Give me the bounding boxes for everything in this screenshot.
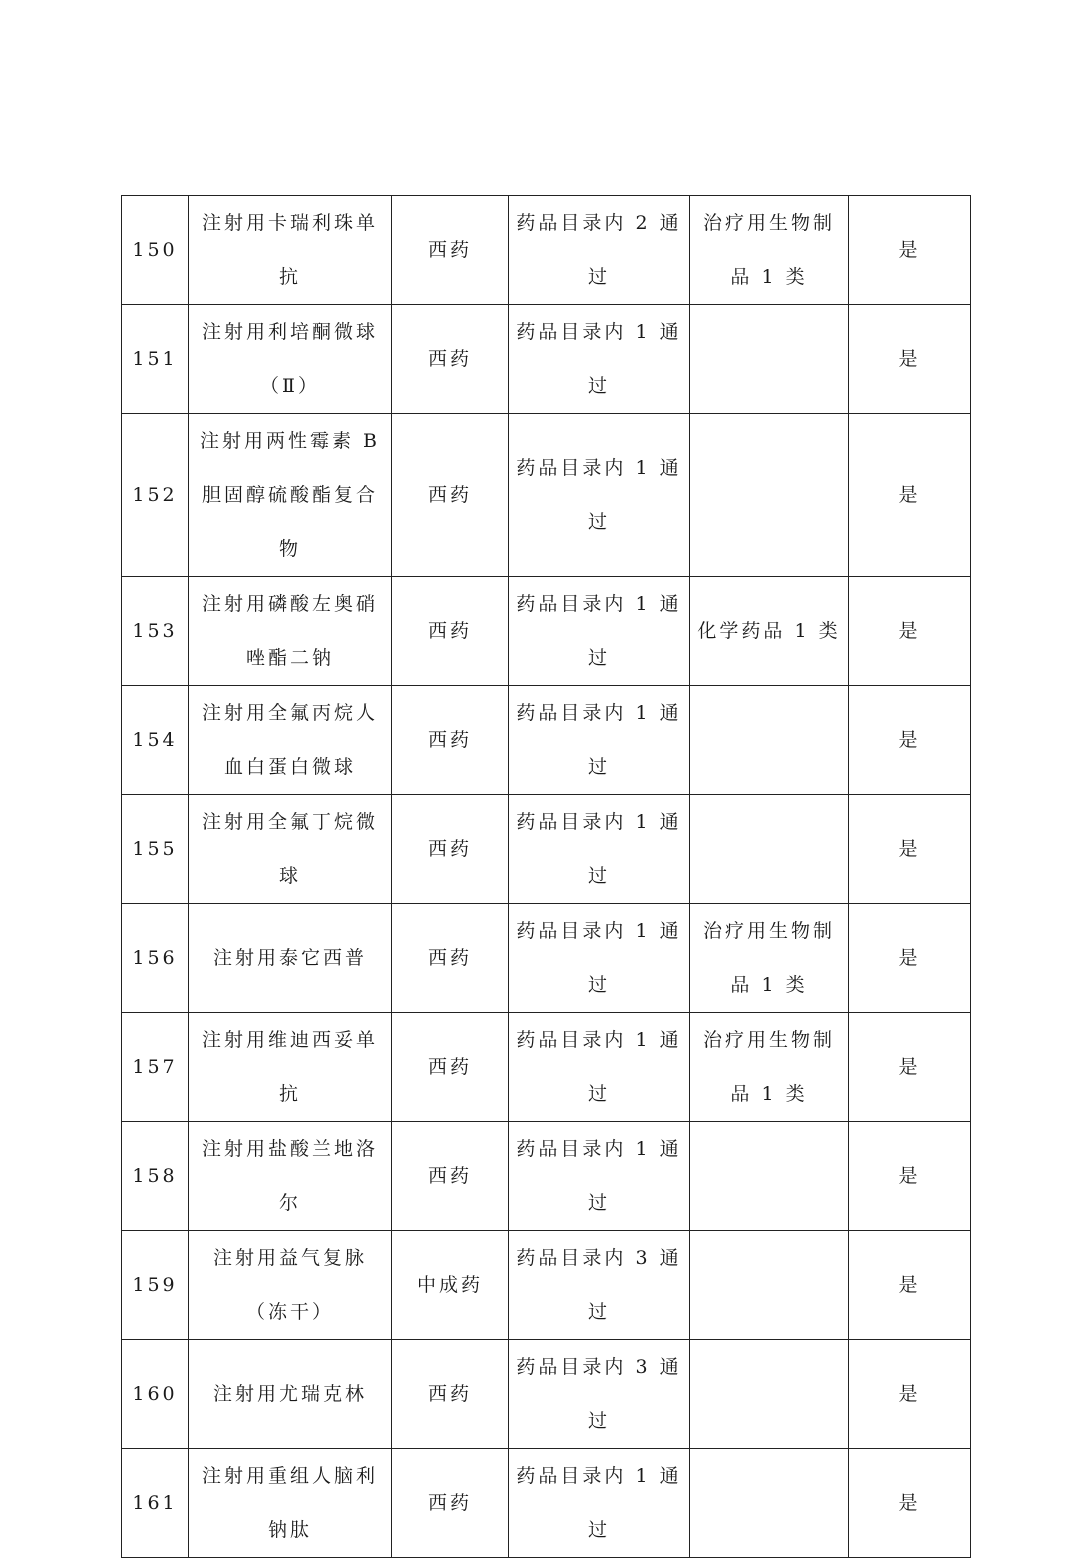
drug-name: 注射用全氟丙烷人血白蛋白微球 bbox=[189, 686, 392, 795]
drug-name: 注射用益气复脉（冻干） bbox=[189, 1231, 392, 1340]
drug-name: 注射用卡瑞利珠单抗 bbox=[189, 196, 392, 305]
registration-class bbox=[690, 686, 849, 795]
row-number: 161 bbox=[122, 1449, 189, 1558]
drug-category: 西药 bbox=[392, 1449, 509, 1558]
row-number: 160 bbox=[122, 1340, 189, 1449]
drug-name: 注射用利培酮微球（Ⅱ） bbox=[189, 305, 392, 414]
registration-class: 化学药品 1 类 bbox=[690, 577, 849, 686]
drug-category: 西药 bbox=[392, 414, 509, 577]
table-row bbox=[122, 1013, 971, 1122]
review-status: 药品目录内 1 通过 bbox=[509, 904, 690, 1013]
table-row bbox=[122, 1231, 971, 1340]
review-status: 药品目录内 1 通过 bbox=[509, 1013, 690, 1122]
drug-name: 注射用泰它西普 bbox=[189, 904, 392, 1013]
drug-category: 西药 bbox=[392, 686, 509, 795]
row-number: 151 bbox=[122, 305, 189, 414]
flag-value: 是 bbox=[849, 1013, 971, 1122]
table-row bbox=[122, 1122, 971, 1231]
drug-category: 西药 bbox=[392, 577, 509, 686]
registration-class bbox=[690, 1449, 849, 1558]
registration-class bbox=[690, 305, 849, 414]
row-number: 150 bbox=[122, 196, 189, 305]
drug-name: 注射用尤瑞克林 bbox=[189, 1340, 392, 1449]
flag-value: 是 bbox=[849, 904, 971, 1013]
table-row bbox=[122, 686, 971, 795]
table-row bbox=[122, 577, 971, 686]
review-status: 药品目录内 3 通过 bbox=[509, 1340, 690, 1449]
registration-class bbox=[690, 1231, 849, 1340]
review-status: 药品目录内 1 通过 bbox=[509, 305, 690, 414]
drug-name: 注射用两性霉素 B 胆固醇硫酸酯复合物 bbox=[189, 414, 392, 577]
registration-class bbox=[690, 414, 849, 577]
flag-value: 是 bbox=[849, 1231, 971, 1340]
drug-category: 西药 bbox=[392, 1013, 509, 1122]
registration-class bbox=[690, 1340, 849, 1449]
drug-category: 西药 bbox=[392, 904, 509, 1013]
drug-name: 注射用维迪西妥单抗 bbox=[189, 1013, 392, 1122]
drug-category: 西药 bbox=[392, 795, 509, 904]
row-number: 155 bbox=[122, 795, 189, 904]
flag-value: 是 bbox=[849, 1122, 971, 1231]
drug-name: 注射用盐酸兰地洛尔 bbox=[189, 1122, 392, 1231]
drug-category: 西药 bbox=[392, 196, 509, 305]
review-status: 药品目录内 1 通过 bbox=[509, 577, 690, 686]
row-number: 152 bbox=[122, 414, 189, 577]
review-status: 药品目录内 1 通过 bbox=[509, 686, 690, 795]
table-row bbox=[122, 904, 971, 1013]
review-status: 药品目录内 1 通过 bbox=[509, 795, 690, 904]
registration-class: 治疗用生物制品 1 类 bbox=[690, 904, 849, 1013]
review-status: 药品目录内 1 通过 bbox=[509, 1122, 690, 1231]
drug-category: 西药 bbox=[392, 1340, 509, 1449]
flag-value: 是 bbox=[849, 305, 971, 414]
flag-value: 是 bbox=[849, 686, 971, 795]
registration-class bbox=[690, 795, 849, 904]
row-number: 153 bbox=[122, 577, 189, 686]
drug-list-table bbox=[121, 195, 971, 1558]
row-number: 156 bbox=[122, 904, 189, 1013]
review-status: 药品目录内 1 通过 bbox=[509, 414, 690, 577]
review-status: 药品目录内 2 通过 bbox=[509, 196, 690, 305]
flag-value: 是 bbox=[849, 1449, 971, 1558]
table-row bbox=[122, 196, 971, 305]
row-number: 158 bbox=[122, 1122, 189, 1231]
row-number: 159 bbox=[122, 1231, 189, 1340]
drug-category: 西药 bbox=[392, 305, 509, 414]
table-row bbox=[122, 414, 971, 577]
drug-name: 注射用重组人脑利钠肽 bbox=[189, 1449, 392, 1558]
table-row bbox=[122, 1340, 971, 1449]
flag-value: 是 bbox=[849, 196, 971, 305]
row-number: 154 bbox=[122, 686, 189, 795]
review-status: 药品目录内 3 通过 bbox=[509, 1231, 690, 1340]
registration-class: 治疗用生物制品 1 类 bbox=[690, 1013, 849, 1122]
table-row bbox=[122, 305, 971, 414]
review-status: 药品目录内 1 通过 bbox=[509, 1449, 690, 1558]
drug-category: 中成药 bbox=[392, 1231, 509, 1340]
row-number: 157 bbox=[122, 1013, 189, 1122]
registration-class: 治疗用生物制品 1 类 bbox=[690, 196, 849, 305]
drug-category: 西药 bbox=[392, 1122, 509, 1231]
flag-value: 是 bbox=[849, 1340, 971, 1449]
drug-name: 注射用全氟丁烷微球 bbox=[189, 795, 392, 904]
table-row bbox=[122, 795, 971, 904]
drug-name: 注射用磷酸左奥硝唑酯二钠 bbox=[189, 577, 392, 686]
registration-class bbox=[690, 1122, 849, 1231]
flag-value: 是 bbox=[849, 414, 971, 577]
flag-value: 是 bbox=[849, 795, 971, 904]
table-row bbox=[122, 1449, 971, 1558]
flag-value: 是 bbox=[849, 577, 971, 686]
